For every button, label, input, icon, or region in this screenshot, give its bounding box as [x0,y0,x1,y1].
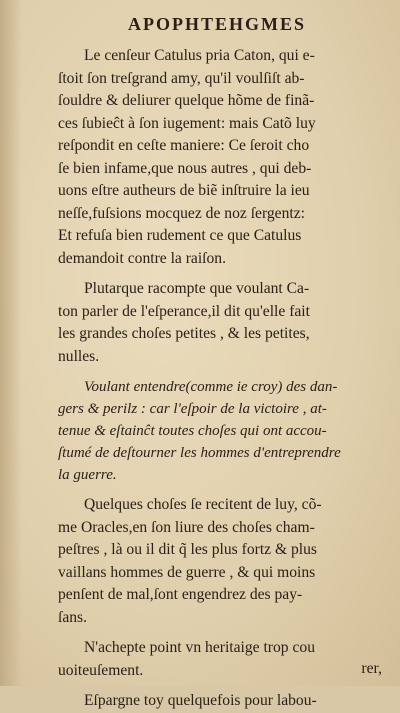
paragraph-espargne: Eſpargne toy quelquefois pour labou- [84,692,317,709]
running-header: APOPHTEHGMES [127,14,306,34]
paragraph-heritaige: N'achepte point vn heritaige trop cou uoiteuſement. [58,639,316,679]
catchword: rer, [361,660,382,677]
paragraph-catulus: Le cenſeur Catulus pria Caton, qui e- ſtoit ſon treſgrand amy, qu'il voulſiſt ab- ſouldre & deliurer quelque hõme de finã- ces ſubieĉt à ſon iugement: mais Catõ luy reſpondit en ceſte maniere: Ce ſeroit cho ſe bien infame,que nous autres , qui deb- uons eſtre autheurs de biẽ inſtruire la ieu neſſe,fuſsions mocquez de noz ſergentz: Et refuſa bien rudement ce que Catulus demandoit contre la raiſon. [58,47,316,267]
commentary-italic: Voulant entendre(comme ie croy) des dan- gers & perilz : car l'eſpoir de la victoire , at- tenue & eſtainĉt toutes choſes qui ont accou- ſtumé de deſtourner les hommes d'entreprendre la guerre. [58,379,341,483]
paragraph-esperance: Plutarque racompte que voulant Ca- ton parler de l'eſperance,il dit qu'elle fait les grandes choſes petites , & les petites, nulles. [58,280,310,365]
paragraph-oracles: Quelques choſes ſe recitent de luy, cõ- me Oracles,en ſon liure des choſes cham- peſtres , là ou il dit q̃ les plus fortz & plus vaillans hommes de guerre , & qui moins penſent de mal,ſont engendrez des pay- ſans. [58,496,322,626]
